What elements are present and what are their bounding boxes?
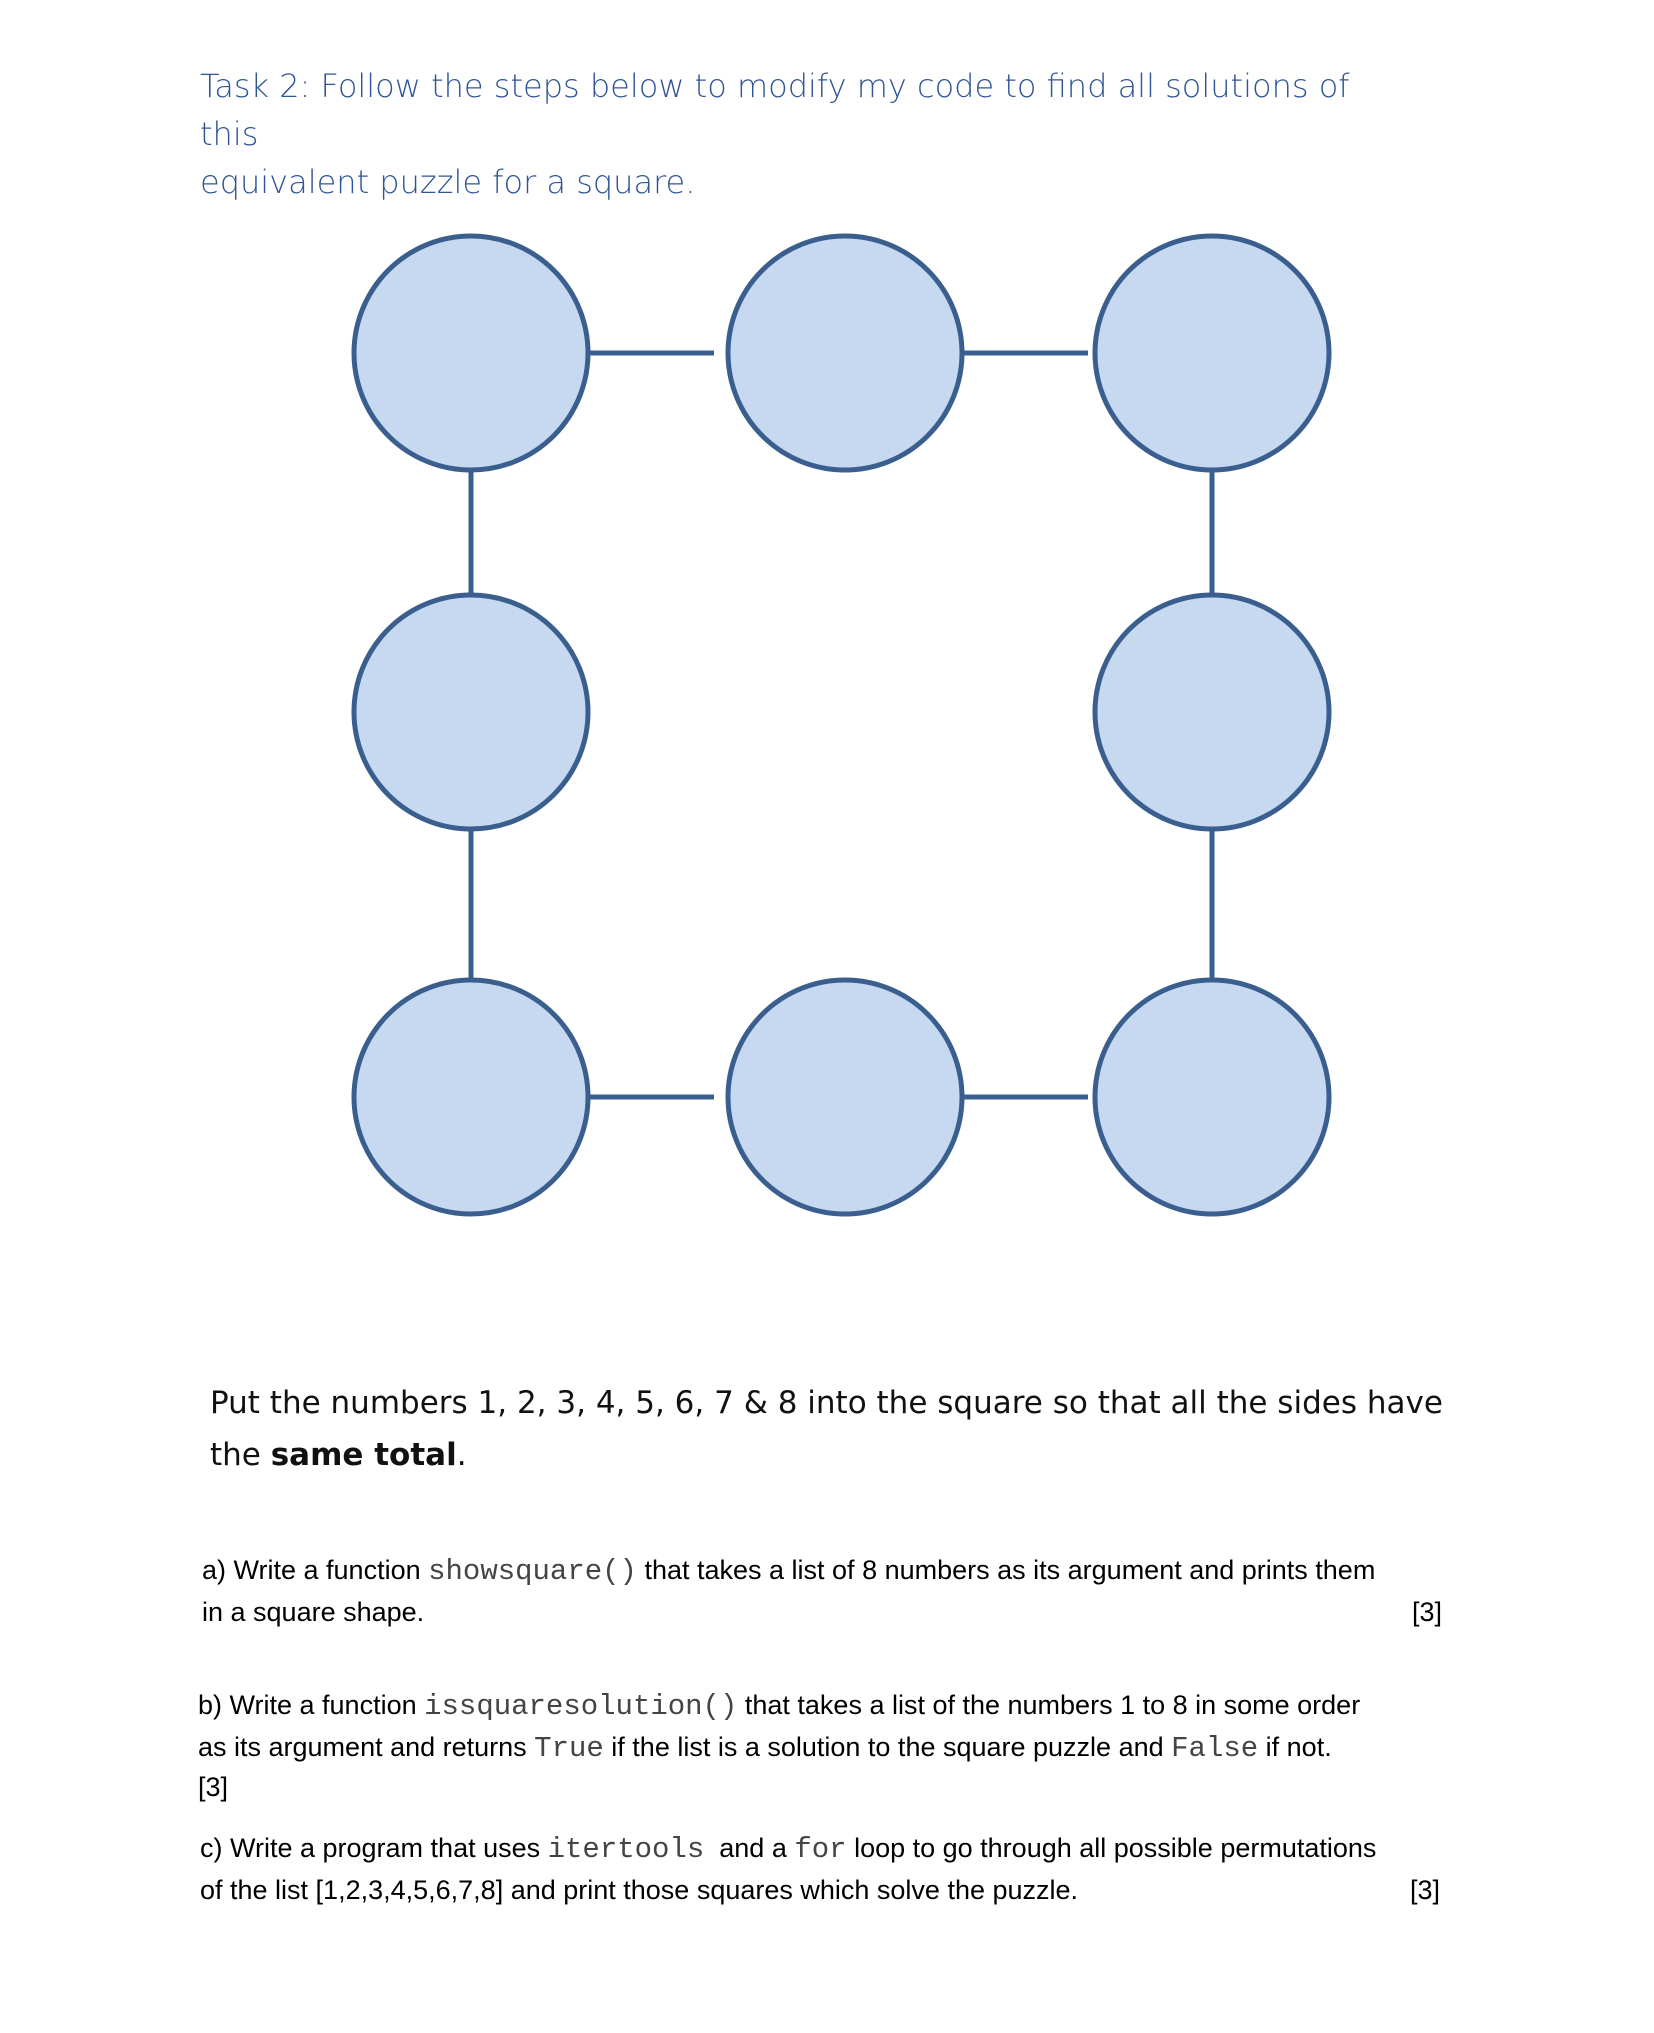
question-b-line-2-mid: if the list is a solution to the square puzzle and bbox=[603, 1732, 1172, 1762]
question-b-line-1 bbox=[198, 1685, 1438, 1727]
question-c-line-1 bbox=[200, 1828, 1440, 1870]
question-a-code: showsquare() bbox=[428, 1555, 637, 1588]
circle-middle-left bbox=[354, 595, 588, 829]
question-c-prefix: c) Write a program that uses bbox=[200, 1833, 548, 1863]
question-b-code: issquaresolution() bbox=[424, 1690, 738, 1723]
task-heading-line-2: equivalent puzzle for a square. bbox=[200, 163, 696, 201]
puzzle-line-2-suffix: . bbox=[456, 1437, 467, 1473]
circle-bottom-left bbox=[354, 980, 588, 1214]
question-b-prefix: b) Write a function bbox=[198, 1690, 425, 1720]
question-c-code: itertools bbox=[547, 1833, 705, 1866]
square-puzzle-diagram bbox=[340, 225, 1350, 1245]
circle-top-right bbox=[1095, 236, 1329, 470]
puzzle-line-1: Put the numbers 1, 2, 3, 4, 5, 6, 7 & 8 into the square so that all the sides have bbox=[210, 1385, 1443, 1421]
circle-top-left bbox=[354, 236, 588, 470]
question-b-suffix: that takes a list of the numbers 1 to 8 in some order bbox=[737, 1690, 1361, 1720]
circle-bottom-middle bbox=[728, 980, 962, 1214]
question-c-marks: [3] bbox=[1409, 1875, 1440, 1905]
puzzle-emphasis: same total bbox=[270, 1437, 457, 1473]
question-a bbox=[202, 1550, 1442, 1633]
question-c-suffix: loop to go through all possible permutations bbox=[846, 1833, 1377, 1863]
question-b-marks: [3] bbox=[198, 1772, 229, 1802]
question-b-line-2 bbox=[198, 1727, 1438, 1769]
question-a-prefix: a) Write a function bbox=[202, 1555, 429, 1585]
question-b bbox=[198, 1685, 1438, 1769]
question-b-code-false: False bbox=[1171, 1732, 1259, 1765]
task-heading bbox=[200, 62, 1400, 206]
question-c-line-2: of the list [1,2,3,4,5,6,7,8] and print those squares which solve the puzzle. bbox=[200, 1875, 1079, 1905]
circle-bottom-right bbox=[1095, 980, 1329, 1214]
question-b-line-2-suffix: if not. bbox=[1258, 1732, 1332, 1762]
circle-middle-right bbox=[1095, 595, 1329, 829]
question-a-marks: [3] bbox=[1411, 1597, 1442, 1627]
puzzle-line-2-prefix: the bbox=[210, 1437, 271, 1473]
question-b-line-2-prefix: as its argument and returns bbox=[198, 1732, 535, 1762]
question-a-line-2: in a square shape. bbox=[202, 1597, 425, 1627]
question-b-container bbox=[198, 1685, 1438, 1802]
question-c bbox=[200, 1828, 1440, 1911]
question-c-mid: and a bbox=[704, 1833, 795, 1863]
question-c-code-for: for bbox=[794, 1833, 847, 1866]
circle-top-middle bbox=[728, 236, 962, 470]
puzzle-line-2 bbox=[210, 1429, 1470, 1481]
question-a-suffix: that takes a list of 8 numbers as its argument and prints them bbox=[636, 1555, 1376, 1585]
question-a-line-1 bbox=[202, 1550, 1442, 1592]
puzzle-instructions bbox=[210, 1377, 1470, 1481]
task-heading-line-1: Task 2: Follow the steps below to modify my code to find all solutions of this bbox=[200, 67, 1350, 153]
question-b-code-true: True bbox=[534, 1732, 604, 1765]
